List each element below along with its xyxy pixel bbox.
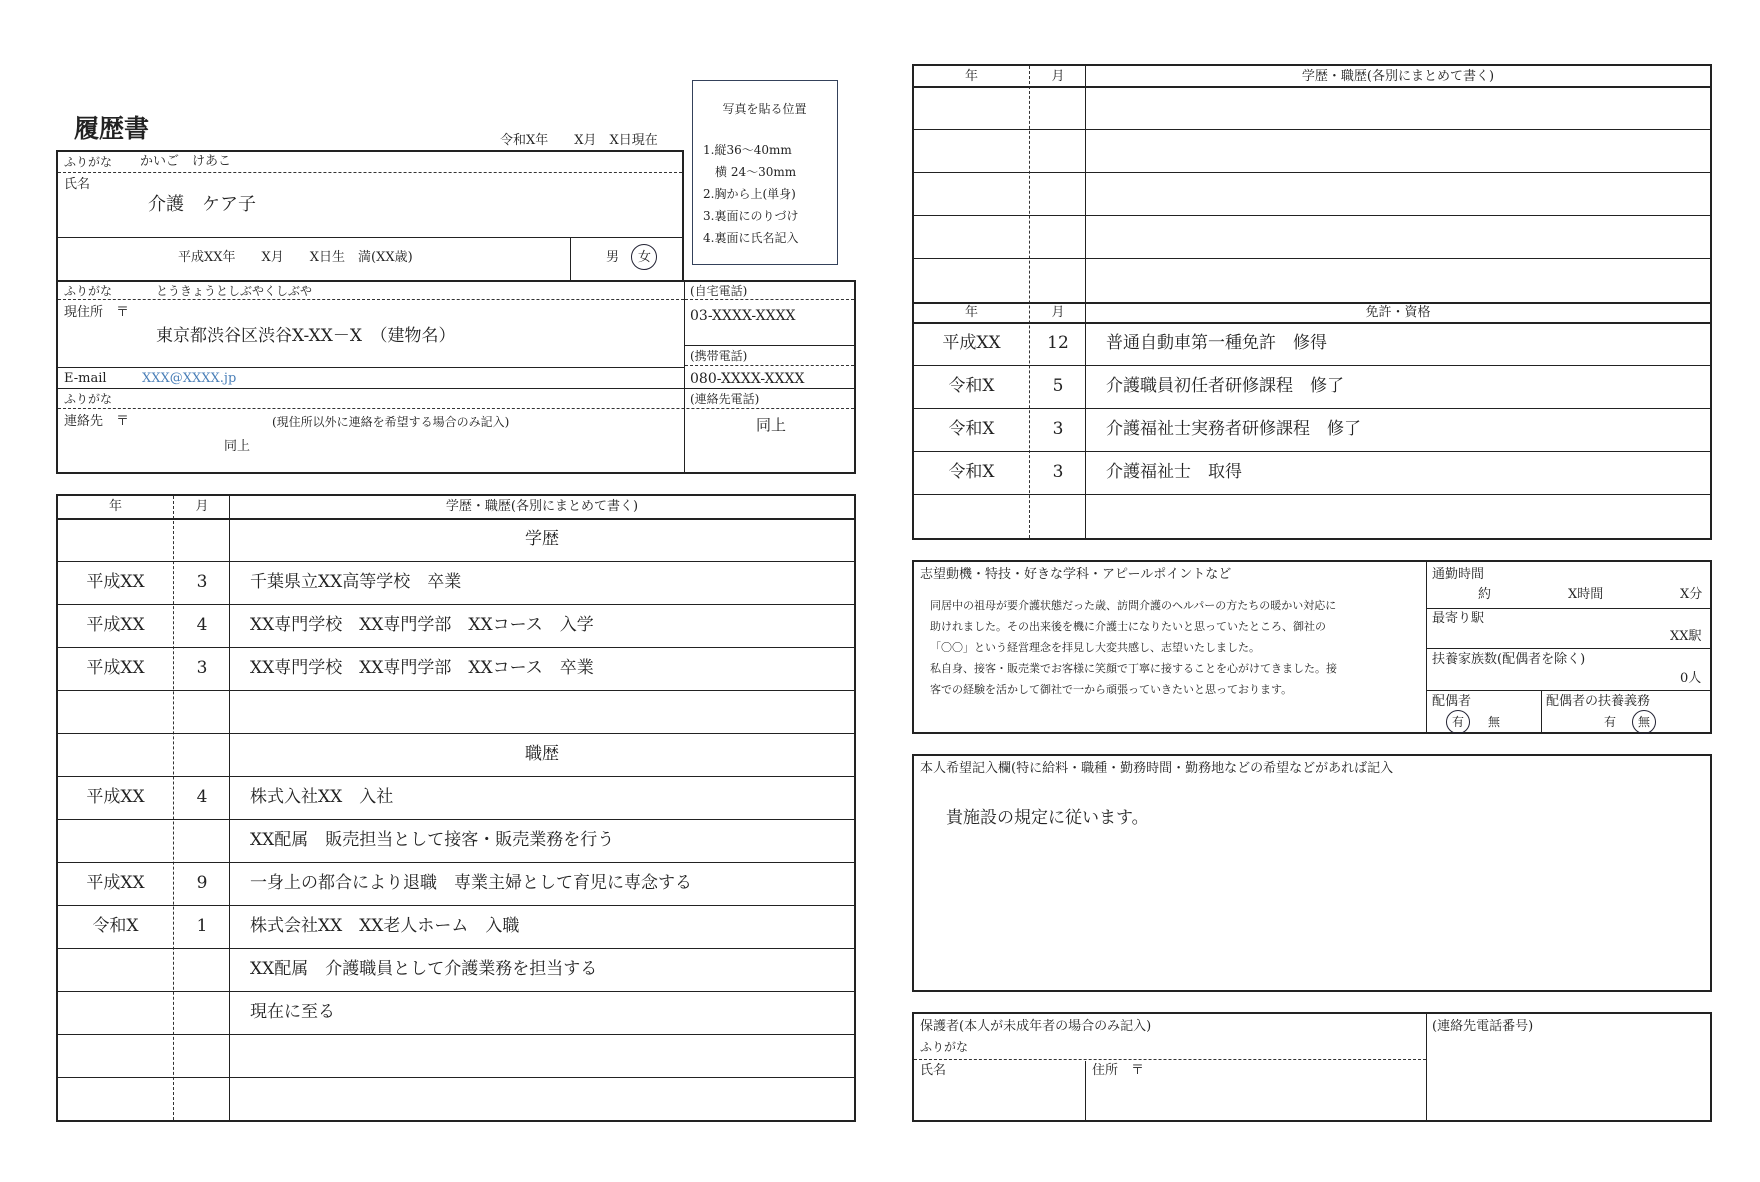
history-table-left [56,494,856,1122]
commute-hours[interactable]: X時間 [1568,587,1604,602]
photo-instruction: 2.胸から上(単身) [703,187,796,201]
guardian-furigana-label: ふりがな [920,1040,969,1054]
history-row-text[interactable]: 株式入社XX 入社 [250,787,394,807]
support-no[interactable]: 無 [1638,715,1651,729]
history-row-text[interactable]: 職歴 [525,744,559,764]
history-row-year[interactable]: 平成XX [86,658,145,678]
header-month: 月 [1051,69,1065,84]
commute-minutes[interactable]: X分 [1680,587,1703,602]
contact-label: 連絡先 〒 [64,414,130,429]
license-header-title: 免許・資格 [1365,305,1431,320]
header-year: 年 [964,69,978,84]
header-history: 学歴・職歴(各別にまとめて書く) [445,499,639,514]
history-table-right [912,64,1712,540]
history-row-month[interactable]: 4 [196,787,208,807]
history-row-year[interactable]: 平成XX [86,873,145,893]
history-row-text[interactable]: 現在に至る [250,1002,335,1022]
motivation-line[interactable]: 私自身、接客・販売業でお客様に笑顔で丁寧に接することを心がけてきました。接 [930,662,1337,675]
guardian-phone-label: (連絡先電話番号) [1432,1019,1534,1034]
mobile-value[interactable]: 080-XXXX-XXXX [690,371,805,387]
history-row-month[interactable]: 4 [196,615,208,635]
motivation-line[interactable]: 「〇〇」という経営理念を拝見し大変共感し、志望いたしました。 [930,641,1260,654]
history-row-month[interactable]: 9 [196,873,208,893]
address-label: 現住所 〒 [64,305,130,320]
license-row-month[interactable]: 5 [1052,376,1064,396]
history-row-text[interactable]: 千葉県立XX高等学校 卒業 [250,572,462,592]
license-row-text[interactable]: 介護福祉士 取得 [1106,462,1242,482]
wishes-label: 本人希望記入欄(特に給料・職種・勤務時間・勤務地などの希望などがあれば記入 [920,761,1394,776]
history-row-month[interactable]: 3 [196,572,208,592]
spouse-support-label: 配偶者の扶養義務 [1546,694,1651,709]
license-row-year[interactable]: 平成XX [942,333,1001,353]
guardian-label: 保護者(本人が未成年者の場合のみ記入) [920,1019,1152,1034]
history-row-text[interactable]: 学歴 [525,529,559,549]
wishes-value[interactable]: 貴施設の規定に従います。 [946,808,1149,828]
dependents-label: 扶養家族数(配偶者を除く) [1432,652,1586,667]
date-line: 令和X年 X月 X日現在 [500,133,658,148]
history-row-month[interactable]: 1 [196,916,208,936]
commute-label: 通勤時間 [1432,567,1485,582]
spouse-label: 配偶者 [1432,694,1472,709]
photo-instruction: 1.縦36～40mm [703,143,792,157]
history-row-text[interactable]: XX配属 介護職員として介護業務を担当する [250,959,598,979]
photo-box[interactable] [692,80,838,265]
name-value[interactable]: 介護 ケア子 [148,194,256,215]
email-value[interactable]: XXX@XXXX.jp [142,371,237,386]
history-row-text[interactable]: XX専門学校 XX専門学部 XXコース 入学 [250,615,594,635]
header-history: 学歴・職歴(各別にまとめて書く) [1301,69,1495,84]
motivation-label: 志望動機・特技・好きな学科・アピールポイントなど [920,567,1232,582]
license-row-year[interactable]: 令和X [948,376,995,396]
history-row-year[interactable]: 平成XX [86,572,145,592]
address-furigana-label: ふりがな [64,284,113,298]
motivation-box [912,560,1712,734]
dependents-value[interactable]: 0人 [1680,671,1702,686]
motivation-line[interactable]: 客での経験を活かして御社で一から頑張っていきたいと思っております。 [930,683,1293,696]
gender-male[interactable]: 男 [606,250,620,265]
contact-value[interactable]: 同上 [224,439,251,454]
support-yes[interactable]: 有 [1604,715,1617,729]
history-row-text[interactable]: XX配属 販売担当として接客・販売業務を行う [250,830,615,850]
photo-instruction: 4.裏面に氏名記入 [703,231,799,245]
license-header-month: 月 [1051,305,1065,320]
history-row-year[interactable]: 令和X [92,916,139,936]
history-row-text[interactable]: 株式会社XX XX老人ホーム 入職 [250,916,520,936]
name-label: 氏名 [64,177,91,192]
address-furigana-value[interactable]: とうきょうとしぶやくしぶや [156,284,313,298]
station-label: 最寄り駅 [1432,611,1485,626]
contact-phone-label: (連絡先電話) [690,392,760,406]
spouse-no[interactable]: 無 [1488,715,1501,729]
license-row-month[interactable]: 3 [1052,462,1064,482]
mobile-label: (携帯電話) [690,349,748,363]
history-row-text[interactable]: 一身上の都合により退職 専業主婦として育児に専念する [250,873,692,893]
photo-instruction: 横 24～30mm [703,165,797,179]
license-row-text[interactable]: 普通自動車第一種免許 修得 [1106,333,1327,353]
wishes-box [912,754,1712,992]
guardian-address-label: 住所 〒 [1092,1063,1145,1078]
license-row-text[interactable]: 介護福祉士実務者研修課程 修了 [1106,419,1361,439]
history-row-text[interactable]: XX専門学校 XX専門学部 XXコース 卒業 [250,658,594,678]
license-row-month[interactable]: 12 [1047,333,1069,353]
license-row-text[interactable]: 介護職員初任者研修課程 修了 [1106,376,1344,396]
gender-female[interactable]: 女 [638,250,652,265]
photo-instruction: 3.裏面にのりづけ [703,209,799,223]
home-phone-label: (自宅電話) [690,284,748,298]
contact-note: (現住所以外に連絡を希望する場合のみ記入) [272,415,510,429]
motivation-line[interactable]: 助けれました。その出来後を機に介護士になりたいと思っていたところ、御社の [930,620,1326,633]
home-phone-value[interactable]: 03-XXXX-XXXX [690,308,796,324]
commute-approx: 約 [1478,587,1492,602]
document-title: 履歴書 [74,114,150,143]
email-label: E-mail [64,371,107,386]
photo-heading: 写真を貼る位置 [722,102,807,116]
station-value[interactable]: XX駅 [1670,629,1702,644]
license-row-year[interactable]: 令和X [948,419,995,439]
license-row-month[interactable]: 3 [1052,419,1064,439]
contact-phone-value[interactable]: 同上 [756,416,787,434]
header-year: 年 [108,499,122,514]
guardian-name-label: 氏名 [920,1063,947,1078]
history-row-year[interactable]: 平成XX [86,615,145,635]
header-month: 月 [195,499,209,514]
birth-line[interactable]: 平成XX年 X月 X日生 満(XX歳) [178,250,413,265]
history-row-month[interactable]: 3 [196,658,208,678]
spouse-yes[interactable]: 有 [1452,715,1465,729]
history-row-year[interactable]: 平成XX [86,787,145,807]
license-row-year[interactable]: 令和X [948,462,995,482]
address-value[interactable]: 東京都渋谷区渋谷X-XX－X （建物名） [156,326,456,346]
guardian-box [912,1012,1712,1122]
furigana-label: ふりがな [64,155,113,169]
license-header-year: 年 [964,305,978,320]
contact-furigana-label: ふりがな [64,392,113,406]
motivation-line[interactable]: 同居中の祖母が要介護状態だった歳、訪問介護のヘルパーの方たちの暖かい対応に [930,599,1337,612]
furigana-value[interactable]: かいご けあこ [140,154,232,169]
